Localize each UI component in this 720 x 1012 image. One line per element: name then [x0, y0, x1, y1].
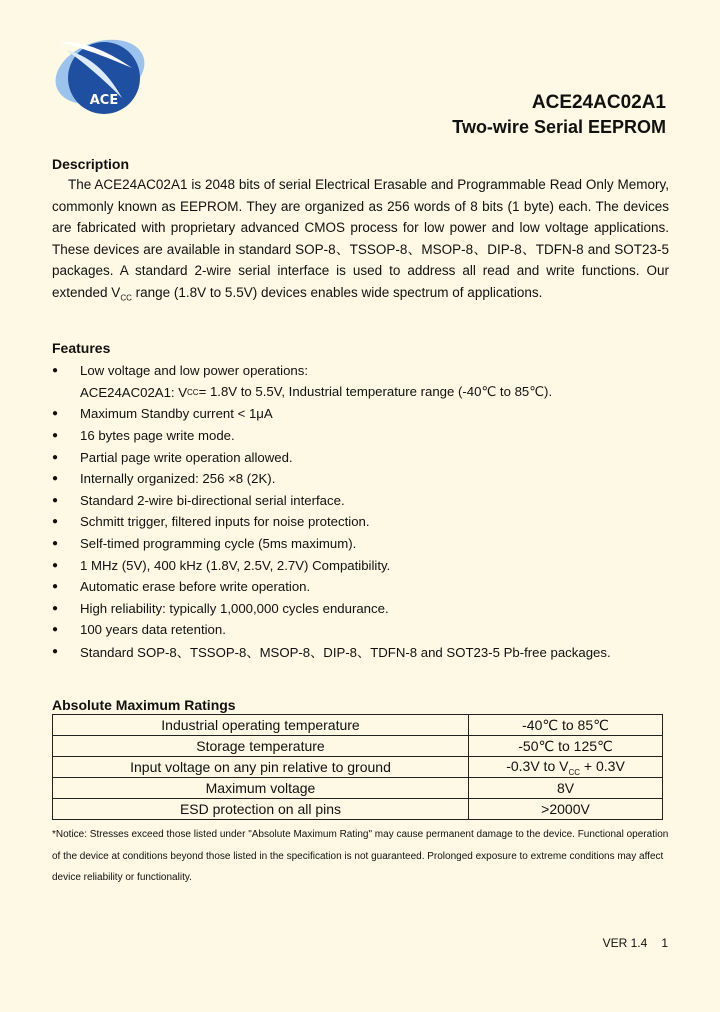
param-cell: ESD protection on all pins	[53, 799, 469, 820]
param-cell: Storage temperature	[53, 736, 469, 757]
title-block	[452, 92, 666, 138]
value-cell: -50℃ to 125℃	[469, 736, 663, 757]
logo-text: ACE	[89, 93, 119, 108]
ratings-heading: Absolute Maximum Ratings	[52, 697, 236, 713]
value-cell: >2000V	[469, 799, 663, 820]
list-item: ● Self-timed programming cycle (5ms maximum).	[52, 536, 357, 552]
version-label: VER 1.4	[602, 936, 648, 950]
list-item: ● 1 MHz (5V), 400 kHz (1.8V, 2.5V, 2.7V) Compatibility.	[52, 557, 391, 573]
ace-logo	[52, 28, 148, 116]
description-heading: Description	[52, 156, 130, 172]
notice-text: *Notice: Stresses exceed those listed under "Absolute Maximum Rating" may cause permanent damage to the device. Functional operation of the device at conditions beyond those listed in the specification is not guaranteed. Prolonged exposure to extreme conditions may affect device reliability or functionality.	[52, 829, 669, 883]
list-item: ● Standard 2-wire bi-directional serial interface.	[52, 492, 345, 508]
table-row	[53, 736, 663, 757]
product-title: ACE24AC02A1	[531, 92, 666, 113]
description-text: The ACE24AC02A1 is 2048 bits of serial Electrical Erasable and Programmable Read Only Memory, commonly known as EEPROM. They are organized as 256 words of 8 bits (1 byte) each. The devices are fabricated with proprietary advanced CMOS process for low power and low voltage applications. These devices are available in standard SOP-8、TSSOP-8、MSOP-8、DIP-8、TDFN-8 and SOT23-5 packages. A standard 2-wire serial interface is used to address all read and write functions. Our extended $V_{CC}$ range (1.8V to 5.5V) devices enables wide spectrum of applications.	[52, 177, 669, 303]
list-item: ● 16 bytes page write mode.	[52, 428, 235, 444]
value-cell: -0.3V to $V_{CC} + 0.3V$	[469, 757, 663, 778]
features-list	[52, 360, 672, 662]
param-cell: Maximum voltage	[53, 778, 469, 799]
table-row	[53, 715, 663, 736]
features-heading: Features	[52, 340, 111, 356]
list-item: ● 100 years data retention.	[52, 622, 226, 638]
list-item-voltage-detail: ACE24AC02A1: V CC = 1.8V to 5.5V, Industrial temperature range (-40℃ to 85℃).	[80, 384, 553, 400]
value-cell: -40℃ to 85℃	[469, 715, 663, 736]
list-item: ● Maximum Standby current < 1μA	[52, 406, 273, 422]
page-number: 1	[661, 936, 668, 950]
list-item: ● Schmitt trigger, filtered inputs for noise protection.	[52, 514, 370, 530]
list-item: ● Low voltage and low power operations:	[52, 363, 308, 379]
list-item: ● Partial page write operation allowed.	[52, 449, 293, 465]
product-subtitle: Two-wire Serial EEPROM	[452, 117, 666, 137]
table-row	[53, 778, 663, 799]
param-cell: Industrial operating temperature	[53, 715, 469, 736]
value-cell: 8V	[469, 778, 663, 799]
list-item: ● Internally organized: 256 ×8 (2K).	[52, 471, 276, 487]
ratings-table	[52, 714, 663, 820]
list-item: ● High reliability: typically 1,000,000 cycles endurance.	[52, 600, 389, 616]
table-row	[53, 799, 663, 820]
param-cell: Input voltage on any pin relative to ground	[53, 757, 469, 778]
list-item: ● Automatic erase before write operation.	[52, 579, 311, 595]
page-footer	[589, 936, 668, 950]
list-item: ● Standard SOP-8、TSSOP-8、MSOP-8、DIP-8、TDFN-8 and SOT23-5 Pb-free packages.	[52, 645, 611, 661]
table-row	[53, 757, 663, 778]
